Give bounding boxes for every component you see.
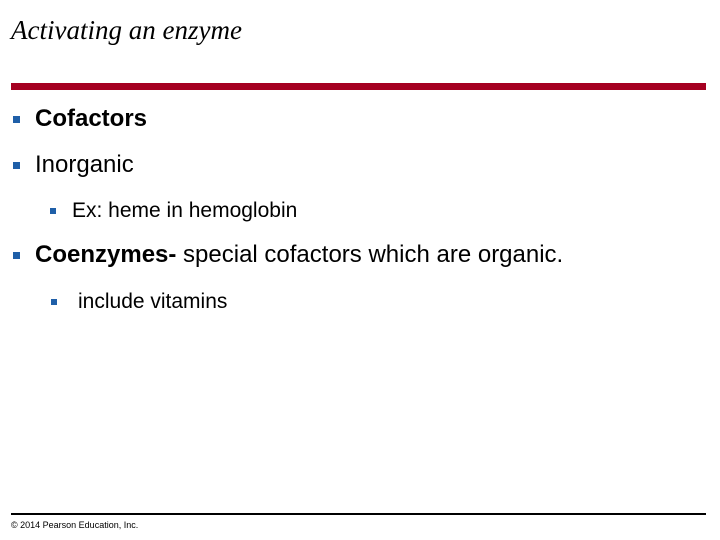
slide-title: Activating an enzyme <box>11 15 242 45</box>
bullet-text: include vitamins <box>78 290 228 313</box>
title-divider <box>11 83 706 90</box>
square-bullet-icon <box>51 299 57 305</box>
square-bullet-icon <box>13 116 20 123</box>
copyright-footer: © 2014 Pearson Education, Inc. <box>11 520 139 530</box>
footer-divider <box>11 513 706 515</box>
bullet-cofactors <box>35 105 147 134</box>
bullet-inorganic <box>35 151 134 180</box>
bullet-term: Coenzymes- <box>35 241 177 268</box>
square-bullet-icon <box>50 208 56 214</box>
bullet-coenzymes <box>35 241 563 270</box>
square-bullet-icon <box>13 252 20 259</box>
bullet-heme-example <box>72 198 297 223</box>
square-bullet-icon <box>13 162 20 169</box>
bullet-text: Inorganic <box>35 151 134 178</box>
bullet-text: Ex: heme in hemoglobin <box>72 199 298 222</box>
bullet-vitamins <box>78 289 227 314</box>
bullet-text: Cofactors <box>35 105 148 132</box>
bullet-text: special cofactors which are organic. <box>176 241 564 268</box>
